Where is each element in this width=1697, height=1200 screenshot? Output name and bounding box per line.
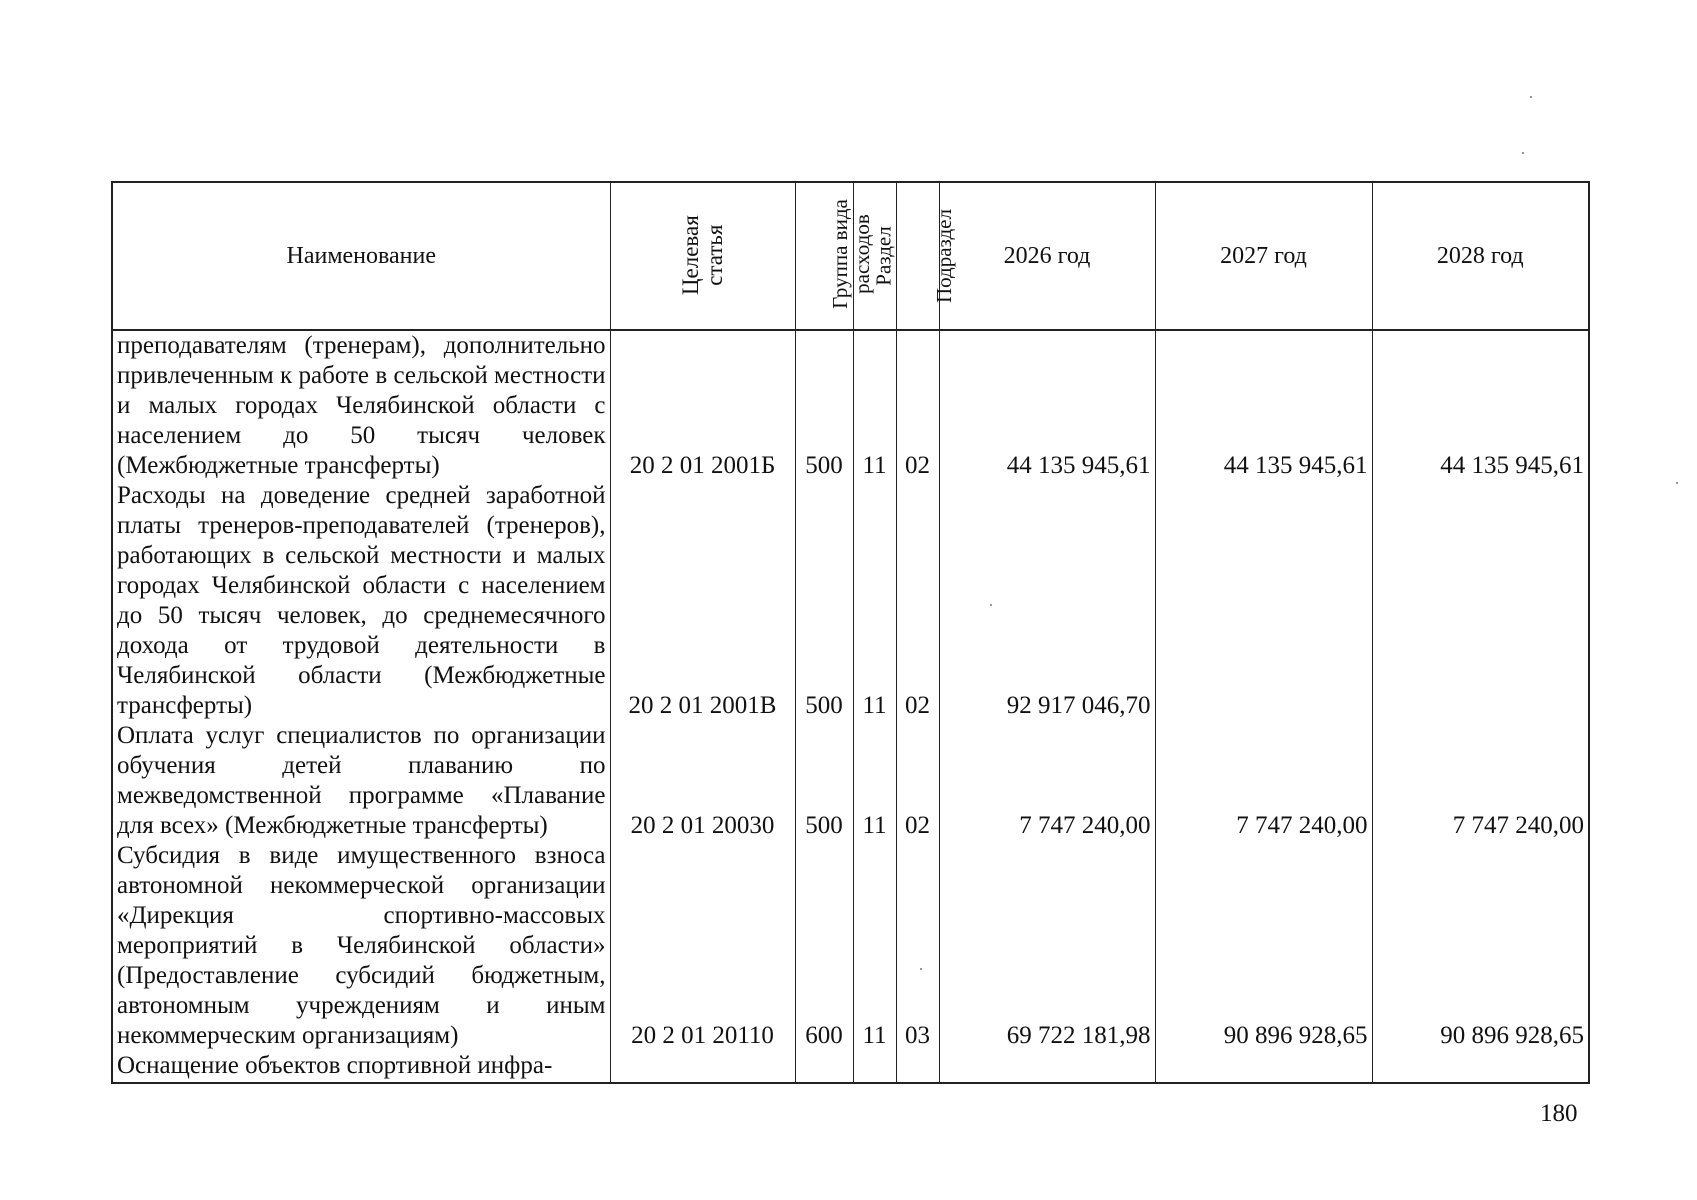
header-2026: 2026 год	[939, 182, 1155, 330]
row-name: Субсидия в виде имущественного взноса автономной некоммерческой организации «Дирекция спортивно-массовых мероприятий в Челябинской области» (Предоставление субсидий бюджетным, автономным учреждениям и иным некоммерческим организациям)	[112, 841, 610, 1051]
row-2028: 44 135 945,61	[1372, 330, 1589, 481]
scan-speck	[1522, 152, 1524, 154]
row-target: 20 2 01 20030	[610, 721, 795, 841]
row-subsection	[896, 1051, 939, 1083]
row-2028: 7 747 240,00	[1372, 721, 1589, 841]
row-section: 11	[853, 481, 896, 721]
row-2027: 44 135 945,61	[1155, 330, 1372, 481]
header-group-line2: расходов	[849, 214, 874, 295]
row-group: 500	[795, 721, 853, 841]
header-group-line1: Группа вида	[827, 199, 852, 310]
row-section: 11	[853, 721, 896, 841]
scan-speck	[920, 968, 922, 970]
table-row	[112, 1051, 1589, 1083]
row-target: 20 2 01 20110	[610, 841, 795, 1051]
header-2028: 2028 год	[1372, 182, 1589, 330]
row-group: 500	[795, 330, 853, 481]
row-subsection: 03	[896, 841, 939, 1051]
row-group: 600	[795, 841, 853, 1051]
row-subsection: 02	[896, 721, 939, 841]
row-name: Оснащение объектов спортивной инфра-	[112, 1051, 610, 1083]
row-2026: 44 135 945,61	[939, 330, 1155, 481]
row-2026: 7 747 240,00	[939, 721, 1155, 841]
row-section: 11	[853, 841, 896, 1051]
header-target	[610, 182, 795, 330]
header-target-label: Целевая статья	[677, 215, 727, 295]
table-row	[112, 330, 1589, 481]
header-name: Наименование	[112, 182, 610, 330]
row-target: 20 2 01 2001В	[610, 481, 795, 721]
row-2028	[1372, 1051, 1589, 1083]
row-group: 500	[795, 481, 853, 721]
row-group	[795, 1051, 853, 1083]
header-2027: 2027 год	[1155, 182, 1372, 330]
row-2027	[1155, 1051, 1372, 1083]
header-subsection	[896, 182, 956, 330]
row-2027	[1155, 481, 1372, 721]
row-subsection: 02	[896, 330, 939, 481]
row-name: Расходы на доведение средней заработной платы тренеров-преподавателей (тренеров), работающих в сельской местности и малых городах Челябинской области с населением до 50 тысяч человек, до среднемесячного дохода от трудовой деятельности в Челябинской области (Межбюджетные трансферты)	[112, 481, 610, 721]
row-2026	[939, 1051, 1155, 1083]
row-2027: 7 747 240,00	[1155, 721, 1372, 841]
row-2028	[1372, 481, 1589, 721]
header-subsection-label: Подраздел	[931, 208, 956, 303]
row-2026: 92 917 046,70	[939, 481, 1155, 721]
header-section-label: Раздел	[871, 225, 896, 286]
row-2028: 90 896 928,65	[1372, 841, 1589, 1051]
header-group	[795, 182, 874, 330]
page-number: 180	[1540, 1100, 1578, 1127]
row-subsection: 02	[896, 481, 939, 721]
scan-speck	[990, 604, 992, 606]
row-target	[610, 1051, 795, 1083]
scan-speck	[1676, 482, 1678, 484]
row-target: 20 2 01 2001Б	[610, 330, 795, 481]
table-row	[112, 721, 1589, 841]
table-row	[112, 841, 1589, 1051]
row-2027: 90 896 928,65	[1155, 841, 1372, 1051]
row-name: преподавателям (тренерам), дополнительно привлеченным к работе в сельской местности и малых городах Челябинской области с населением до 50 тысяч человек (Межбюджетные трансферты)	[112, 330, 610, 481]
row-name: Оплата услуг специалистов по организации обучения детей плаванию по межведомственной программе «Плавание для всех» (Межбюджетные трансферты)	[112, 721, 610, 841]
budget-table	[111, 181, 1590, 1084]
scan-speck	[1530, 96, 1532, 98]
table-row	[112, 481, 1589, 721]
row-2026: 69 722 181,98	[939, 841, 1155, 1051]
header-group-label	[828, 200, 872, 310]
row-section	[853, 1051, 896, 1083]
table-header-row	[112, 182, 1589, 330]
row-section: 11	[853, 330, 896, 481]
